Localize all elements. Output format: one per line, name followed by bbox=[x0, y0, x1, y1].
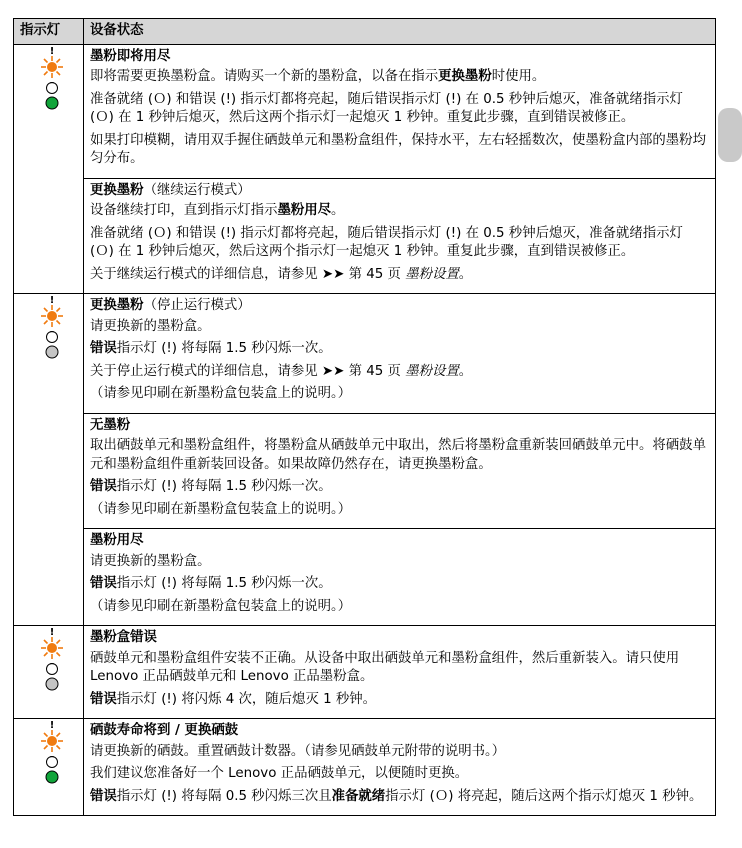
paragraph: 取出硒鼓单元和墨粉盒组件，将墨粉盒从硒鼓单元中取出，然后将墨粉盒重新装回硒鼓单元中。将硒鼓单元和墨粉盒组件重新装回设备。如果故障仍然存在，请更换墨粉盒。 bbox=[90, 438, 706, 472]
section-title: 更换墨粉（停止运行模式） bbox=[90, 298, 251, 313]
table-row bbox=[14, 719, 716, 816]
section-title: 墨粉即将用尽 bbox=[90, 48, 171, 64]
led-group bbox=[14, 720, 84, 793]
green-led-icon bbox=[46, 771, 58, 783]
section-title: 墨粉用尽 bbox=[90, 533, 144, 548]
blinking-warning-led-icon bbox=[41, 720, 63, 752]
status-cell-toner-ended bbox=[84, 529, 716, 626]
paragraph: 错误指示灯 (!) 将每隔 0.5 秒闪烁三次且准备就绪指示灯 (Ｏ) 将亮起，随后这两个指示灯熄灭 1 秒钟。 bbox=[90, 788, 703, 804]
paragraph: 如果打印模糊，请用双手握住硒鼓单元和墨粉盒组件，保持水平，左右轻摇数次，使墨粉盒内部的墨粉均匀分布。 bbox=[90, 132, 706, 166]
page-side-tab bbox=[718, 108, 742, 162]
section-title: 墨粉盒错误 bbox=[90, 630, 157, 645]
paragraph: （请参见印刷在新墨粉盒包装盒上的说明。） bbox=[90, 598, 352, 614]
indicator-cell bbox=[14, 719, 84, 816]
header-status: 设备状态 bbox=[84, 19, 716, 45]
section-title: 硒鼓寿命将到 / 更换硒鼓 bbox=[90, 723, 239, 738]
off-led-icon bbox=[47, 82, 58, 93]
paragraph: 关于继续运行模式的详细信息，请参见 ➤➤ 第 45 页 墨粉设置。 bbox=[90, 266, 473, 282]
svg-text:!: ! bbox=[49, 45, 55, 57]
blinking-warning-led-icon bbox=[41, 627, 63, 659]
status-cell-replace-toner-stop bbox=[84, 294, 716, 414]
indicator-cell bbox=[14, 294, 84, 626]
paragraph: （请参见印刷在新墨粉盒包装盒上的说明。） bbox=[90, 386, 352, 401]
table-row bbox=[14, 44, 716, 178]
toner-settings-link[interactable]: 墨粉设置 bbox=[405, 266, 459, 282]
led-group bbox=[14, 45, 84, 135]
led-group bbox=[14, 627, 84, 700]
off-led-icon bbox=[47, 757, 58, 768]
table-row bbox=[14, 626, 716, 719]
paragraph: （请参见印刷在新墨粉盒包装盒上的说明。） bbox=[90, 501, 352, 517]
grey-led-icon bbox=[46, 346, 58, 358]
svg-text:!: ! bbox=[49, 720, 55, 731]
paragraph: 硒鼓单元和墨粉盒组件安装不正确。从设备中取出硒鼓单元和墨粉盒组件，然后重新装入。请只使用 Lenovo 正品硒鼓单元和 Lenovo 正品墨粉盒。 bbox=[90, 650, 680, 684]
green-led-icon bbox=[46, 97, 58, 109]
status-cell-replace-toner-continue bbox=[84, 178, 716, 294]
blinking-warning-led-icon bbox=[41, 46, 63, 78]
off-led-icon bbox=[47, 664, 58, 675]
svg-text:!: ! bbox=[49, 627, 55, 638]
table-row bbox=[14, 529, 716, 626]
section-title: 更换墨粉（继续运行模式） bbox=[90, 182, 251, 198]
status-cell-toner-low bbox=[84, 44, 716, 178]
status-cell-drum-end bbox=[84, 719, 716, 816]
paragraph: 设备继续打印，直到指示灯指示墨粉用尽。 bbox=[90, 203, 345, 218]
paragraph: 错误指示灯 (!) 将每隔 1.5 秒闪烁一次。 bbox=[90, 576, 332, 591]
paragraph: 请更换新的硒鼓。重置硒鼓计数器。（请参见硒鼓单元附带的说明书。） bbox=[90, 743, 506, 759]
svg-text:!: ! bbox=[49, 295, 55, 306]
off-led-icon bbox=[47, 332, 58, 343]
table-row bbox=[14, 413, 716, 529]
led-status-table bbox=[13, 18, 716, 816]
toner-settings-link[interactable]: 墨粉设置 bbox=[405, 363, 459, 379]
grey-led-icon bbox=[46, 678, 58, 690]
paragraph: 请更换新的墨粉盒。 bbox=[90, 553, 211, 569]
section-title: 无墨粉 bbox=[90, 417, 131, 433]
paragraph: 错误指示灯 (!) 将每隔 1.5 秒闪烁一次。 bbox=[90, 479, 332, 494]
paragraph: 错误指示灯 (!) 将闪烁 4 次，随后熄灭 1 秒钟。 bbox=[90, 691, 377, 707]
paragraph: 准备就绪 (Ｏ) 和错误 (!) 指示灯都将亮起，随后错误指示灯 (!) 在 0.5 秒钟后熄灭，准备就绪指示灯 (Ｏ) 在 1 秒钟后熄灭，然后这两个指示灯一起熄灭 1 秒钟。重复此步骤，直到错误被修正。 bbox=[90, 225, 683, 259]
table-row bbox=[14, 294, 716, 414]
table-header-row bbox=[14, 19, 716, 45]
status-cell-no-toner bbox=[84, 413, 716, 529]
paragraph: 我们建议您准备好一个 Lenovo 正品硒鼓单元，以便随时更换。 bbox=[90, 766, 469, 781]
blinking-warning-led-icon bbox=[41, 295, 63, 327]
paragraph: 准备就绪 (Ｏ) 和错误 (!) 指示灯都将亮起，随后错误指示灯 (!) 在 0.5 秒钟后熄灭，准备就绪指示灯 (Ｏ) 在 1 秒钟后熄灭，然后这两个指示灯一起熄灭 1 秒钟。重复此步骤，直到错误被修正。 bbox=[90, 91, 683, 125]
paragraph: 即将需要更换墨粉盒。请购买一个新的墨粉盒，以备在指示更换墨粉时使用。 bbox=[90, 69, 546, 84]
paragraph: 请更换新的墨粉盒。 bbox=[90, 318, 211, 334]
status-cell-cartridge-error bbox=[84, 626, 716, 719]
indicator-cell bbox=[14, 626, 84, 719]
led-group bbox=[14, 295, 84, 384]
table-row bbox=[14, 178, 716, 294]
paragraph: 错误指示灯 (!) 将每隔 1.5 秒闪烁一次。 bbox=[90, 341, 332, 356]
header-indicator: 指示灯 bbox=[14, 19, 84, 45]
paragraph: 关于停止运行模式的详细信息，请参见 ➤➤ 第 45 页 墨粉设置。 bbox=[90, 363, 473, 379]
indicator-cell bbox=[14, 44, 84, 294]
